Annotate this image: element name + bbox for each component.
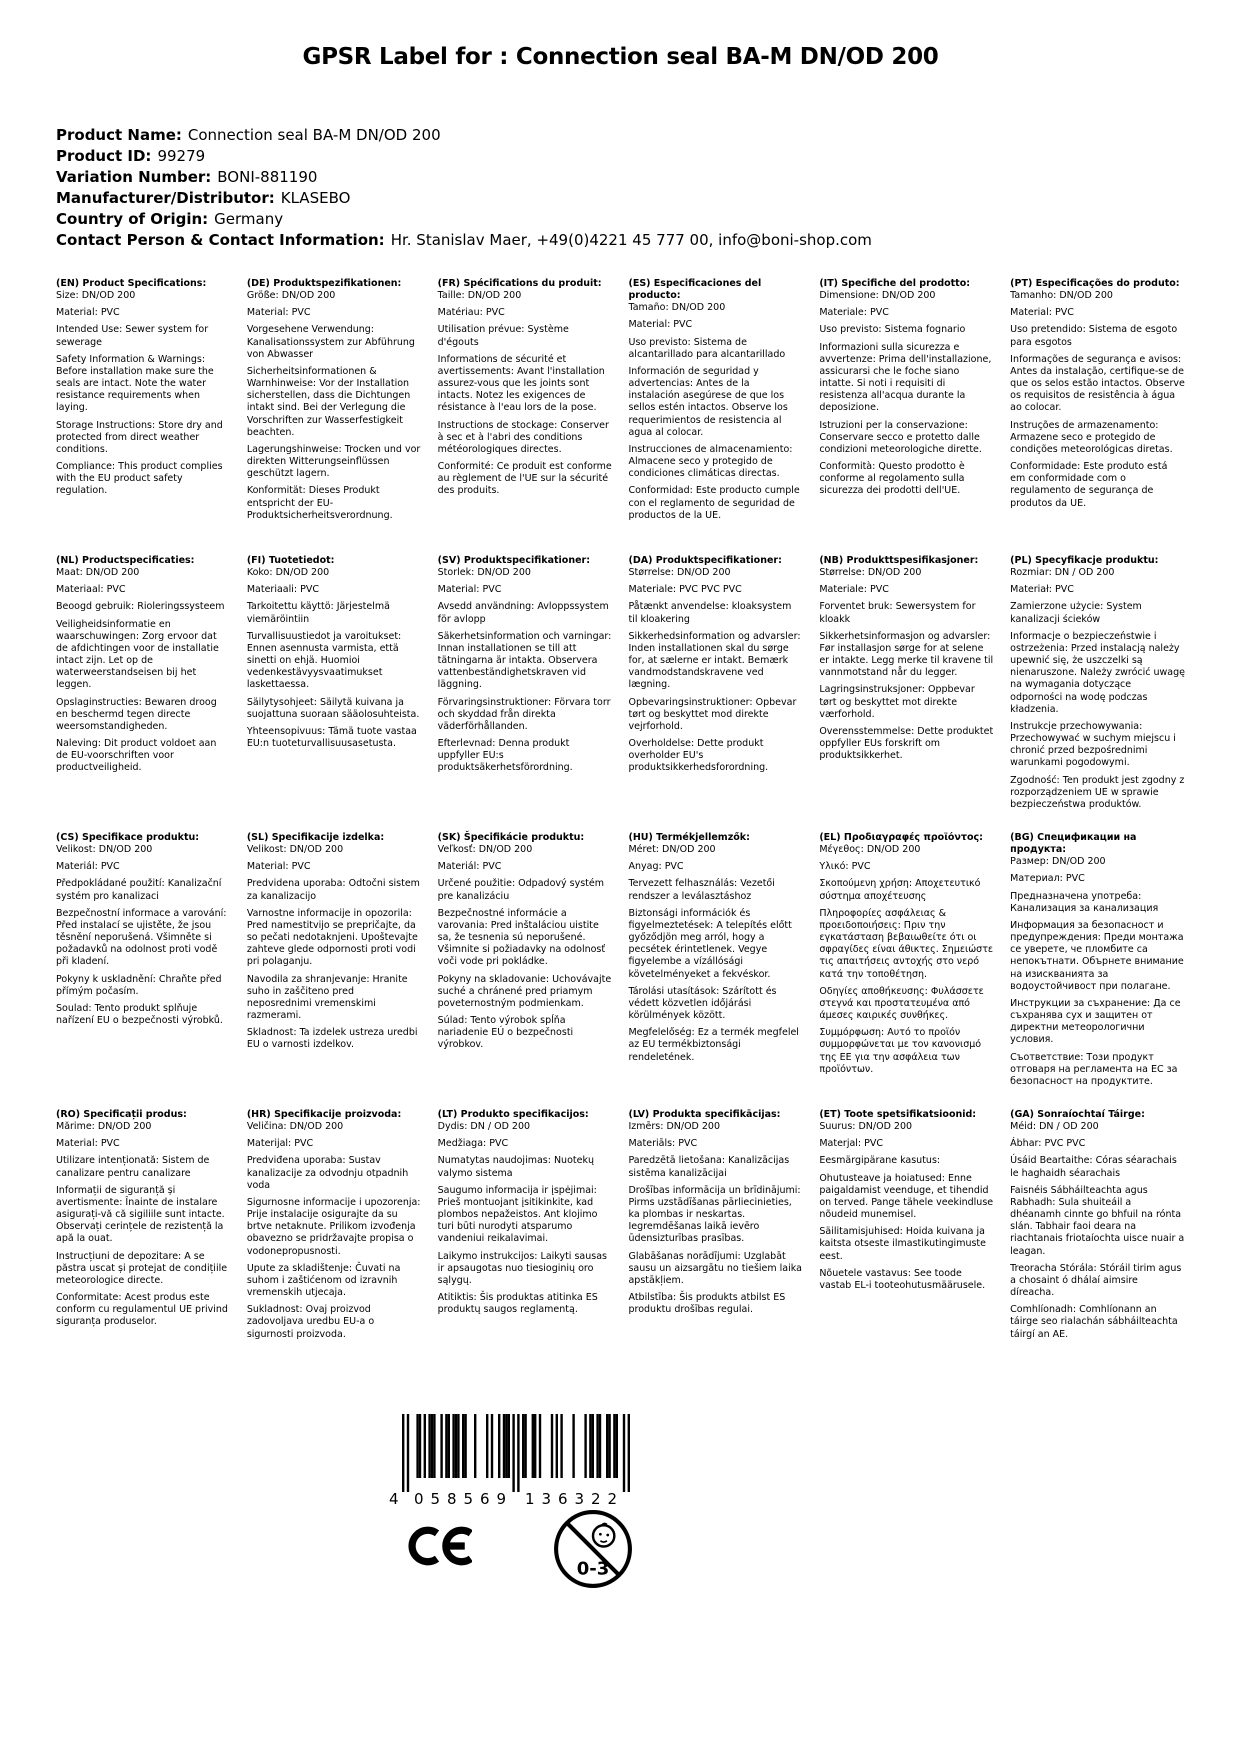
block-paragraph: Utilisation prévue: Système d'égouts <box>437 324 569 348</box>
page-title: GPSR Label for : Connection seal BA-M DN/OD 200 <box>302 44 939 70</box>
block-heading: (PT) Especificações do produto: <box>1010 278 1180 289</box>
block-paragraph: Materiaali: PVC <box>246 584 319 596</box>
block-paragraph: Material: PVC <box>1010 307 1074 319</box>
ce-mark <box>402 1522 472 1574</box>
block-paragraph: Lagerungshinweise: Trocken und vor direkten Witterungseinflüssen geschützt lagern. <box>246 443 421 480</box>
block-paragraph: Informazioni sulla sicurezza e avvertenze: Prima dell'installazione, assicurarsi che le foche siano intatte. Si noti i requisiti di resistenza all'acqua durante la deposizione. <box>819 341 992 414</box>
language-block-nb <box>819 555 994 832</box>
language-block-fi <box>247 555 422 832</box>
age-warning-symbol <box>552 1508 634 1594</box>
block-paragraph: Materiāls: PVC <box>628 1138 698 1150</box>
language-block-da <box>628 555 803 832</box>
language-blocks-grid <box>56 278 1185 1386</box>
block-paragraph: Conformidade: Este produto está em conformidade com o regulamento de segurança de produtos da UE. <box>1010 461 1168 509</box>
block-paragraph: Säilitamisjuhised: Hoida kuivana ja kaitsta otseste ilmastikutingimuste eest. <box>819 1226 986 1262</box>
block-paragraph: Uso previsto: Sistema de alcantarillado para alcantarillado <box>628 336 786 360</box>
block-paragraph: Uso pretendido: Sistema de esgoto para esgotos <box>1010 324 1178 348</box>
block-paragraph: Overensstemmelse: Dette produktet oppfyller EUs forskrift om produktsikkerhet. <box>819 725 994 762</box>
product-field-origin <box>56 209 1185 230</box>
block-paragraph: Naleving: Dit product voldoet aan de EU-voorschriften voor productveiligheid. <box>56 738 217 774</box>
block-paragraph: Bezpečnostné informácie a varovania: Pred inštaláciou uistite sa, že tesnenia sú neporušené. Všimnite si požiadavky na odolnosť voči vode pri pokládke. <box>437 907 606 968</box>
language-block-sk <box>438 832 613 1109</box>
block-paragraph: Sigurnosne informacije i upozorenja: Prije instalacije osigurajte da su brtve netaknute. Prilikom izvođenja obavezno se pridržavajte propisa o vodonepropusnosti. <box>246 1196 421 1257</box>
block-heading: (NL) Productspecificaties: <box>56 555 195 566</box>
block-paragraph: Pokyny na skladovanie: Uchovávajte suché a chránené pred priamym poveternostným podmienkam. <box>437 973 612 1009</box>
block-paragraph: Taille: DN/OD 200 <box>437 290 522 302</box>
product-field-label: Product Name: <box>56 126 182 144</box>
block-heading: (LT) Produkto specifikacijos: <box>437 1109 589 1120</box>
barcode-right-digits: 136322 <box>525 1490 617 1508</box>
block-paragraph: Eesmärgipärane kasutus: <box>819 1155 941 1167</box>
block-paragraph: Μέγεθος: DN/OD 200 <box>819 844 921 856</box>
block-paragraph: Συμμόρφωση: Αυτό το προϊόν συμμορφώνεται με τον κανονισμό της ΕΕ για την ασφάλεια των προϊόντων. <box>819 1027 982 1075</box>
block-paragraph: Pokyny k uskladnění: Chraňte před přímým počasím. <box>56 973 222 997</box>
language-block-hu <box>628 832 803 1109</box>
block-paragraph: Conformidad: Este producto cumple con el reglamento de seguridad de productos de la UE. <box>628 485 800 521</box>
block-paragraph: Informações de segurança e avisos: Antes da instalação, certifique-se de que os selos estão intactos. Observe os requisitos de resistência à água ao colocar. <box>1010 353 1185 414</box>
block-heading: (RO) Specificații produs: <box>56 1109 187 1120</box>
block-heading: (CS) Specifikace produktu: <box>56 832 200 843</box>
block-heading: (EL) Προδιαγραφές προϊόντος: <box>819 832 983 843</box>
block-paragraph: Treoracha Stórála: Stóráil tirim agus a chosaint ó dhálaí aimsire díreacha. <box>1010 1262 1182 1299</box>
block-paragraph: Nõuetele vastavus: See toode vastab EL-i tooteohutusmäärusele. <box>819 1267 986 1291</box>
block-paragraph: Conformità: Questo prodotto è conforme al regolamento sulla sicurezza dei prodotti dell'UE. <box>819 461 965 497</box>
block-paragraph: Anyag: PVC <box>628 861 684 873</box>
language-block-sl <box>247 832 422 1109</box>
language-block-fr <box>438 278 613 555</box>
product-field-value: Connection seal BA-M DN/OD 200 <box>187 126 441 144</box>
block-paragraph: Informacje o bezpieczeństwie i ostrzeżenia: Przed instalacją należy upewnić się, że uszczelki są nienaruszone. Należy zwrócić uwagę na wymagania dotyczące odporności na wodę podczas kładzenia. <box>1010 630 1185 715</box>
block-paragraph: Informations de sécurité et avertissements: Avant l'installation assurez-vous que les joints sont intacts. Notez les exigences de résistance à l'eau lors de la pose. <box>437 353 605 414</box>
language-block-lv <box>628 1109 803 1386</box>
block-paragraph: Size: DN/OD 200 <box>56 290 136 302</box>
block-paragraph: Sicherheitsinformationen & Warnhinweise: Vor der Installation sicherstellen, dass die Dichtungen intakt sind. Bei der Verlegung die Vorschriften zur Wasserfestigkeit beachten. <box>246 365 411 438</box>
block-paragraph: Veiligheidsinformatie en waarschuwingen: Zorg ervoor dat de afdichtingen voor de installatie intact zijn. Let op de waterweerstandseisen bij het leggen. <box>56 618 219 691</box>
block-paragraph: Σκοπούμενη χρήση: Αποχετευτικό σύστημα αποχέτευσης <box>819 878 981 902</box>
block-paragraph: Størrelse: DN/OD 200 <box>819 567 922 579</box>
block-paragraph: Maat: DN/OD 200 <box>56 567 140 579</box>
block-paragraph: Bezpečnostní informace a varování: Před instalací se ujistěte, že jsou těsnění neporušená. Všimněte si požadavků na odolnost proti vodě při kladení. <box>56 907 227 968</box>
block-paragraph: Tamaño: DN/OD 200 <box>628 302 726 314</box>
block-paragraph: Predvidena uporaba: Odtočni sistem za kanalizacijo <box>246 878 420 902</box>
block-paragraph: Opslaginstructies: Bewaren droog en beschermd tegen directe weersomstandigheden. <box>56 696 217 732</box>
block-paragraph: Glabāšanas norādījumi: Uzglabāt sausu un aizsargātu no tiešiem laika apstākļiem. <box>628 1250 802 1286</box>
language-block-pt <box>1010 278 1185 555</box>
ce-mark-icon <box>402 1522 472 1570</box>
block-paragraph: Instrucciones de almacenamiento: Almacene seco y protegido de condiciones climáticas directas. <box>628 443 793 480</box>
block-paragraph: Úsáid Beartaithe: Córas séarachais le haghaidh séarachais <box>1010 1155 1177 1179</box>
block-paragraph: Zgodność: Ten produkt jest zgodny z rozporządzeniem UE w sprawie bezpieczeństwa produktów. <box>1010 774 1185 810</box>
block-paragraph: Πληροφορίες ασφάλειας & προειδοποιήσεις: Πριν την εγκατάσταση βεβαιωθείτε ότι οι σφραγίδες είναι άθικτες. Σημειώστε τις απαιτήσεις αντοχής στο νερό κατά την τοποθέτηση. <box>819 907 994 980</box>
block-paragraph: Efterlevnad: Denna produkt uppfyller EU:s produktsäkerhetsförordning. <box>437 738 573 774</box>
block-paragraph: Koko: DN/OD 200 <box>246 567 330 579</box>
age-warning-label: 0-3 <box>576 1558 610 1580</box>
block-paragraph: Dimensione: DN/OD 200 <box>819 290 936 302</box>
block-paragraph: Predviđena uporaba: Sustav kanalizacije za odvodnju otpadnih voda <box>246 1155 409 1191</box>
block-paragraph: Overholdelse: Dette produkt overholder EU's produktsikkerhedsforordning. <box>628 738 769 774</box>
block-paragraph: Medžiaga: PVC <box>437 1138 509 1150</box>
barcode <box>388 1414 638 1514</box>
language-block-et <box>819 1109 994 1386</box>
block-paragraph: Upute za skladištenje: Čuvati na suhom i zaštićenom od izravnih vremenskih utjecaja. <box>246 1262 401 1299</box>
block-paragraph: Sukladnost: Ovaj proizvod zadovoljava uredbu EU-a o sigurnosti proizvoda. <box>246 1304 375 1340</box>
block-paragraph: Instrukcje przechowywania: Przechowywać w suchym miejscu i chronić przed bezpośrednimi warunkami pogodowymi. <box>1010 720 1176 769</box>
block-paragraph: Opbevaringsinstruktioner: Opbevar tørt og beskyttet mod direkte vejrforhold. <box>628 696 797 732</box>
block-heading: (IT) Specifiche del prodotto: <box>819 278 971 289</box>
block-paragraph: Uso previsto: Sistema fognario <box>819 324 966 336</box>
product-field-label: Product ID: <box>56 147 152 165</box>
product-field-label: Manufacturer/Distributor: <box>56 189 275 207</box>
block-heading: (FI) Tuotetiedot: <box>246 555 335 566</box>
block-paragraph: Matériau: PVC <box>437 307 505 319</box>
language-block-lt <box>438 1109 613 1386</box>
language-block-cs <box>56 832 231 1109</box>
block-paragraph: Materjal: PVC <box>819 1138 884 1150</box>
block-paragraph: Materijal: PVC <box>246 1138 314 1150</box>
block-paragraph: Instruções de armazenamento: Armazene seco e protegido de condições meteorológicas diretas. <box>1010 419 1173 455</box>
language-block-it <box>819 278 994 555</box>
block-paragraph: Megfelelőség: Ez a termék megfelel az EU termékbiztonsági rendeletének. <box>628 1027 799 1063</box>
block-paragraph: Paredzētā lietošana: Kanalizācijas sistēma kanalizācijai <box>628 1155 790 1179</box>
block-heading: (ET) Toote spetsifikatsioonid: <box>819 1109 977 1120</box>
ean13-barcode-icon <box>388 1414 638 1510</box>
block-heading: (HR) Specifikacije proizvoda: <box>246 1109 402 1120</box>
block-paragraph: Förvaringsinstruktioner: Förvara torr och skyddad från direkta väderförhållanden. <box>437 696 611 732</box>
block-paragraph: Material: PVC <box>56 1138 120 1150</box>
block-paragraph: Инструкции за съхранение: Да се съхранява сух и защитен от директни метеорологични условия. <box>1010 997 1181 1046</box>
block-paragraph: Saugumo informacija ir įspėjimai: Prieš montuojant įsitikinkite, kad plombos nepažeistos. Ant klojimo turi būti nurodyti atsparumo vandeniui reikalavimai. <box>437 1184 598 1245</box>
block-heading: (GA) Sonraíochtaí Táirge: <box>1010 1109 1145 1120</box>
block-paragraph: Sikkerhedsinformation og advarsler: Inden installationen skal du sørge for, at sælerne er intakt. Bemærk vandmodstandskravene ved lægning. <box>628 630 801 691</box>
block-paragraph: Material: PVC <box>628 319 693 331</box>
block-paragraph: Turvallisuustiedot ja varoitukset: Ennen asennusta varmista, että sinetti on ehjä. Huomioi vedenkestävyysvaatimukset laskettaessa. <box>246 630 402 691</box>
block-paragraph: Tarkoitettu käyttö: Järjestelmä viemäröintiin <box>246 601 390 625</box>
block-paragraph: Skladnost: Ta izdelek ustreza uredbi EU o varnosti izdelkov. <box>246 1027 418 1051</box>
language-block-de <box>247 278 422 555</box>
block-paragraph: Materiał: PVC <box>1010 584 1074 596</box>
block-paragraph: Méret: DN/OD 200 <box>628 844 716 856</box>
product-field-value: 99279 <box>157 147 206 165</box>
block-heading: (EN) Product Specifications: <box>56 278 207 289</box>
block-paragraph: Påtænkt anvendelse: kloaksystem til kloakering <box>628 601 792 625</box>
block-paragraph: Материал: PVC <box>1010 873 1085 885</box>
product-field-name <box>56 125 1185 146</box>
block-paragraph: Rozmiar: DN / OD 200 <box>1010 567 1115 579</box>
product-field-variation <box>56 167 1185 188</box>
product-field-value: KLASEBO <box>280 189 351 207</box>
block-heading: (DE) Produktspezifikationen: <box>246 278 402 289</box>
language-block-nl <box>56 555 231 832</box>
block-paragraph: Materiale: PVC PVC PVC <box>628 584 742 596</box>
block-paragraph: Atbilstība: Šis produkts atbilst ES produktu drošības regulai. <box>628 1292 786 1316</box>
block-heading: (SV) Produktspecifikationer: <box>437 555 591 566</box>
block-paragraph: Velikost: DN/OD 200 <box>246 844 344 856</box>
block-paragraph: Размер: DN/OD 200 <box>1010 856 1106 868</box>
block-paragraph: Faisnéis Sábháilteachta agus Rabhadh: Sula shuiteáil a dhéanamh cinnte go bhfuil na rónta slán. Tabhair faoi deara na riachtanais friotaíochta uisce nuair a leagan. <box>1010 1184 1185 1257</box>
block-heading: (HU) Termékjellemzők: <box>628 832 750 843</box>
block-paragraph: Varnostne informacije in opozorila: Pred namestitvijo se prepričajte, da so pečati nedotaknjeni. Upoštevajte zahteve glede odpornosti proti vodi pri polaganju. <box>246 907 418 968</box>
block-paragraph: Vorgesehene Verwendung: Kanalisationssystem zur Abführung von Abwasser <box>246 324 415 360</box>
language-block-en <box>56 278 231 555</box>
block-paragraph: Veľkosť: DN/OD 200 <box>437 844 533 856</box>
language-block-hr <box>247 1109 422 1386</box>
block-paragraph: Biztonsági információk és figyelmeztetések: A telepítés előtt győződjön meg arról, hogy a pecsétek érintetlenek. Vegye figyelembe a vízállósági követelményeket a fekvéskor. <box>628 907 792 980</box>
block-paragraph: Съответствие: Този продукт отговаря на регламента на ЕС за безопасност на продуктите. <box>1010 1051 1178 1087</box>
block-heading: (DA) Produktspecifikationer: <box>628 555 782 566</box>
block-paragraph: Tárolási utasítások: Szárított és védett közvetlen időjárási körülmények között. <box>628 985 777 1022</box>
block-paragraph: Veličina: DN/OD 200 <box>246 1121 344 1133</box>
block-heading: (SK) Špecifikácie produktu: <box>437 832 585 843</box>
block-paragraph: Instrucțiuni de depozitare: A se păstra uscat și protejat de condițiile meteorologice directe. <box>56 1250 228 1286</box>
block-heading: (SL) Specifikacije izdelka: <box>246 832 385 843</box>
block-paragraph: Informații de siguranță și avertismente: Înainte de instalare asigurați-vă că sigiliile sunt intacte. Observați cerințele de rezistență la apă la ouat. <box>56 1184 225 1245</box>
block-paragraph: Safety Information & Warnings: Before installation make sure the seals are intact. Note the water resistance requirements when laying. <box>56 353 214 414</box>
product-field-manufacturer <box>56 188 1185 209</box>
barcode-left-digits: 058569 <box>414 1490 506 1508</box>
block-heading: (NB) Produkttspesifikasjoner: <box>819 555 979 566</box>
block-paragraph: Предназначена употреба: Канализация за канализация <box>1010 890 1159 914</box>
product-field-label: Contact Person & Contact Information: <box>56 231 385 249</box>
block-paragraph: Ohutusteave ja hoiatused: Enne paigaldamist veenduge, et tihendid on terved. Pange tähele veekindluse nõudeid munemisel. <box>819 1172 994 1221</box>
product-field-value: BONI-881190 <box>217 168 318 186</box>
block-paragraph: Säkerhetsinformation och varningar: Innan installationen se till att tätningarna är intakta. Observera vattenbeständighetskraven vid läggning. <box>437 630 612 691</box>
block-heading: (LV) Produkta specifikācijas: <box>628 1109 781 1120</box>
language-block-sv <box>438 555 613 832</box>
block-paragraph: Material: PVC <box>246 861 311 873</box>
footer-symbols <box>0 1414 1241 1664</box>
language-block-el <box>819 832 994 1109</box>
block-paragraph: Předpokládané použití: Kanalizační systém pro kanalizaci <box>56 878 222 902</box>
block-paragraph: Materiál: PVC <box>56 861 120 873</box>
block-paragraph: Navodila za shranjevanje: Hranite suho in zaščiteno pred neposrednimi vremenskimi razmerami. <box>246 973 408 1022</box>
block-heading: (FR) Spécifications du produit: <box>437 278 602 289</box>
block-heading: (BG) Спецификации на продукта: <box>1010 832 1137 856</box>
product-field-contact <box>56 230 1185 251</box>
block-paragraph: Compliance: This product complies with the EU product safety regulation. <box>56 461 223 497</box>
block-heading: (ES) Especificaciones del producto: <box>628 278 762 302</box>
block-paragraph: Intended Use: Sewer system for sewerage <box>56 324 209 348</box>
block-paragraph: Atitiktis: Šis produktas atitinka ES produktų saugos reglamentą. <box>437 1292 598 1316</box>
age-warning-0-3-icon <box>552 1508 634 1590</box>
block-paragraph: Konformität: Dieses Produkt entspricht der EU-Produktsicherheitsverordnung. <box>246 485 393 521</box>
block-paragraph: Súlad: Tento výrobok spĺňa nariadenie EÚ o bezpečnosti výrobkov. <box>437 1015 574 1051</box>
block-paragraph: Mărime: DN/OD 200 <box>56 1121 152 1133</box>
block-paragraph: Materiál: PVC <box>437 861 502 873</box>
block-paragraph: Drošības informācija un brīdinājumi: Pirms uzstādīšanas pārliecinieties, ka plombas ir neskartas. Iegremdēšanas laikā ievēro ūdensizturības prasības. <box>628 1184 801 1245</box>
language-block-ro <box>56 1109 231 1386</box>
block-paragraph: Zamierzone użycie: System kanalizacji ścieków <box>1010 601 1142 625</box>
block-paragraph: Utilizare intenționată: Sistem de canalizare pentru canalizare <box>56 1155 210 1179</box>
block-paragraph: Suurus: DN/OD 200 <box>819 1121 913 1133</box>
block-paragraph: Conformitate: Acest produs este conform cu regulamentul UE privind siguranța produselor. <box>56 1292 228 1328</box>
block-paragraph: Material: PVC <box>56 307 120 319</box>
product-field-label: Country of Origin: <box>56 210 209 228</box>
block-paragraph: Material: PVC <box>437 584 502 596</box>
block-paragraph: Conformité: Ce produit est conforme au règlement de l'UE sur la sécurité des produits. <box>437 461 612 497</box>
language-block-pl <box>1010 555 1185 832</box>
product-info <box>56 125 1185 251</box>
block-paragraph: Tamanho: DN/OD 200 <box>1010 290 1113 302</box>
product-field-id <box>56 146 1185 167</box>
product-field-value: Germany <box>214 210 284 228</box>
block-paragraph: Säilytysohjeet: Säilytä kuivana ja suojattuna suoraan sääolosuhteista. <box>246 696 420 720</box>
block-paragraph: Avsedd användning: Avloppssystem för avlopp <box>437 601 609 625</box>
language-block-bg <box>1010 832 1185 1109</box>
block-paragraph: Storage Instructions: Store dry and protected from direct weather conditions. <box>56 419 223 455</box>
block-paragraph: Storlek: DN/OD 200 <box>437 567 531 579</box>
block-heading: (PL) Specyfikacje produktu: <box>1010 555 1159 566</box>
language-block-ga <box>1010 1109 1185 1386</box>
block-paragraph: Информация за безопасност и предупреждения: Преди монтажа се уверете, че пломбите са непокътнати. Обърнете внимание на изискванията за водоустойчивост при полагане. <box>1010 919 1184 992</box>
block-paragraph: Velikost: DN/OD 200 <box>56 844 153 856</box>
block-paragraph: Materiaal: PVC <box>56 584 126 596</box>
block-paragraph: Tervezett felhasználás: Vezetői rendszer a leválasztáshoz <box>628 878 775 902</box>
block-paragraph: Materiale: PVC <box>819 307 889 319</box>
block-paragraph: Comhlíonadh: Comhlíonann an táirge seo rialachán sábháilteachta táirgí an AE. <box>1010 1304 1178 1340</box>
block-paragraph: Lagringsinstruksjoner: Oppbevar tørt og beskyttet mot direkte værforhold. <box>819 684 975 720</box>
block-paragraph: Forventet bruk: Sewersystem for kloakk <box>819 601 976 625</box>
language-block-es <box>628 278 803 555</box>
block-paragraph: Materiale: PVC <box>819 584 889 596</box>
barcode-first-digit: 4 <box>389 1490 399 1508</box>
block-paragraph: Größe: DN/OD 200 <box>246 290 336 302</box>
block-paragraph: Istruzioni per la conservazione: Conservare secco e protetto dalle condizioni meteorologiche dirette. <box>819 419 982 455</box>
block-paragraph: Méid: DN / OD 200 <box>1010 1121 1099 1133</box>
block-paragraph: Størrelse: DN/OD 200 <box>628 567 731 579</box>
block-paragraph: Material: PVC <box>246 307 311 319</box>
block-paragraph: Laikymo instrukcijos: Laikyti sausas ir apsaugotas nuo tiesioginių oro sąlygų. <box>437 1250 607 1286</box>
block-paragraph: Υλικό: PVC <box>819 861 871 873</box>
block-paragraph: Soulad: Tento produkt splňuje nařízení EU o bezpečnosti výrobků. <box>56 1002 223 1027</box>
block-paragraph: Οδηγίες αποθήκευσης: Φυλάσσετε στεγνά και προστατευμένα από άμεσες καιρικές συνθήκες. <box>819 985 984 1022</box>
block-paragraph: Sikkerhetsinformasjon og advarsler: Før installasjon sørge for at selene er intakte. Legg merke til kravene til vannmotstand når du legger. <box>819 630 994 679</box>
block-paragraph: Yhteensopivuus: Tämä tuote vastaa EU:n tuoteturvallisuusasetusta. <box>246 725 417 750</box>
block-paragraph: Instructions de stockage: Conserver à sec et à l'abri des conditions météorologiques directes. <box>437 419 609 455</box>
block-paragraph: Izmērs: DN/OD 200 <box>628 1121 721 1133</box>
product-field-value: Hr. Stanislav Maer, +49(0)4221 45 777 00, info@boni-shop.com <box>390 231 872 249</box>
block-paragraph: Beoogd gebruik: Rioleringssysteem <box>56 601 225 613</box>
block-paragraph: Dydis: DN / OD 200 <box>437 1121 531 1133</box>
block-paragraph: Určené použitie: Odpadový systém pre kanalizáciu <box>437 878 604 902</box>
block-paragraph: Información de seguridad y advertencias: Antes de la instalación asegúrese de que los sellos estén intactos. Observe los requerimientos de resistencia al agua al colocar. <box>628 365 788 438</box>
block-paragraph: Numatytas naudojimas: Nuotekų valymo sistema <box>437 1155 594 1179</box>
block-paragraph: Ábhar: PVC PVC <box>1010 1138 1086 1150</box>
product-field-label: Variation Number: <box>56 168 212 186</box>
